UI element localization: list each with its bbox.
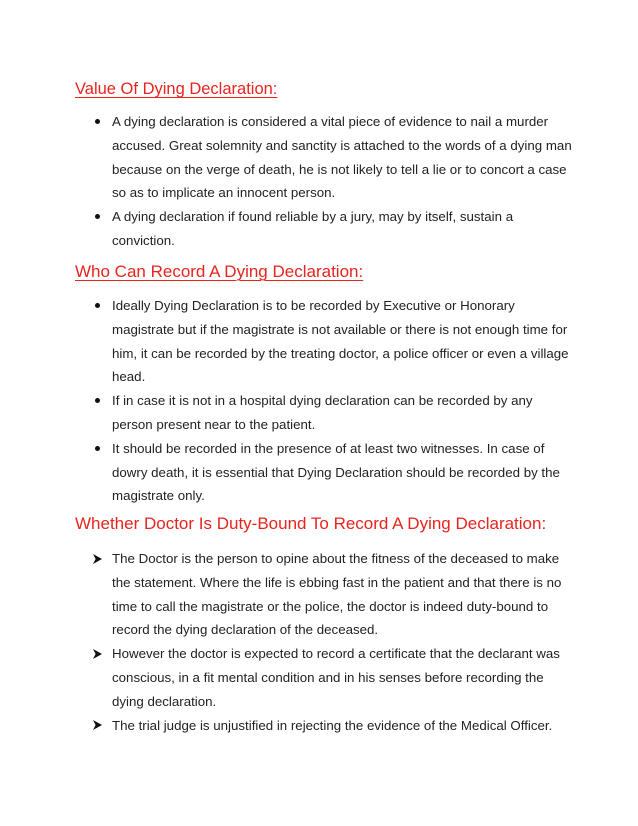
list-item-text: A dying declaration is considered a vital piece of evidence to nail a murder accused. Great solemnity and sanctity is attached to the words of a dying man because on the verge of death, he is not likely to tell a lie or to concort a case so as to implicate an innocent person. (112, 114, 572, 201)
bullet-list-value (0, 110, 638, 253)
list-item-text: The Doctor is the person to opine about the fitness of the deceased to make the statement. Where the life is ebbing fast in the patient and that there is no time to call the magistrate or the police, the doctor is indeed duty-bound to record the dying declaration of the deceased. (112, 551, 562, 638)
bullet-dot-icon (91, 437, 103, 461)
bullet-list-who-can-record (0, 294, 638, 508)
list-item (0, 110, 638, 205)
list-item-text: Ideally Dying Declaration is to be recorded by Executive or Honorary magistrate but if the magistrate is not available or there is not enough time for him, it can be recorded by the treating doctor, a police officer or even a village head. (112, 298, 569, 385)
arrowhead-bullet-icon (91, 714, 103, 738)
list-item-text: If in case it is not in a hospital dying declaration can be recorded by any person present near to the patient. (112, 393, 533, 432)
list-item (0, 547, 638, 642)
arrowhead-bullet-icon (91, 547, 103, 571)
list-item (0, 294, 638, 389)
list-item-text: However the doctor is expected to record a certificate that the declarant was conscious, in a fit mental condition and in his senses before recording the dying declaration. (112, 646, 560, 709)
section-heading-value-of-dying-declaration: Value Of Dying Declaration: (75, 80, 278, 98)
list-item-text: A dying declaration if found reliable by a jury, may by itself, sustain a conviction. (112, 209, 514, 248)
section-heading-whether-doctor-duty-bound: Whether Doctor Is Duty-Bound To Record A Dying Declaration: (75, 514, 547, 533)
section-heading-who-can-record: Who Can Record A Dying Declaration: (75, 262, 364, 281)
bullet-dot-icon (91, 389, 103, 413)
bullet-dot-icon (91, 294, 103, 318)
list-item (0, 437, 638, 508)
list-item-text: The trial judge is unjustified in rejecting the evidence of the Medical Officer. (112, 717, 553, 733)
list-item-text: It should be recorded in the presence of at least two witnesses. In case of dowry death, it is essential that Dying Declaration should be recorded by the magistrate only. (112, 440, 560, 504)
bullet-dot-icon (91, 205, 103, 229)
bullet-dot-icon (91, 110, 103, 134)
list-item (0, 642, 638, 713)
bullet-list-doctor-duty (0, 547, 638, 737)
list-item (0, 714, 638, 738)
list-item (0, 389, 638, 437)
arrowhead-bullet-icon (91, 642, 103, 666)
list-item (0, 205, 638, 253)
